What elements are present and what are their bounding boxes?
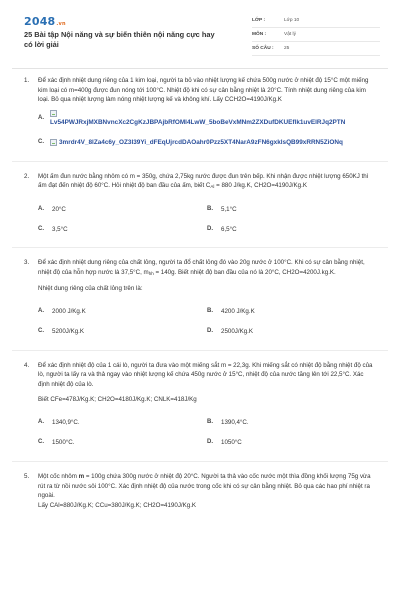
question-list (0, 76, 400, 510)
meta-row-class (252, 14, 380, 28)
broken-image-icon (50, 110, 57, 117)
question-separator (12, 247, 388, 248)
image-alt-text: Lv54PWJRxjMXBNvncXc2CgKzJBPAjbRfOMl4LwW_5boBeVxMNm2ZXDufDKUEflk1uvElRJq2PTN (50, 118, 346, 126)
page-header (0, 0, 400, 58)
meta-key: MÔN : (252, 31, 267, 37)
option-a[interactable]: A. 2000 J/Kg.K (38, 307, 86, 315)
question-constants: Lấy CAl=880J/Kg.K; CCu=380J/Kg.K; CH2O=4190J/Kg.K (38, 501, 197, 509)
header-divider (12, 68, 388, 69)
options (38, 199, 376, 239)
question-4 (0, 361, 400, 453)
question-1 (0, 76, 400, 153)
page-title: 25 Bài tập Nội năng và sự biến thiên nội năng cực hay có lời giải (24, 30, 215, 49)
meta-key: LỚP : (252, 17, 266, 23)
option-a[interactable] (38, 109, 400, 129)
exam-meta-table (252, 14, 380, 56)
option-letter: A. (38, 115, 44, 122)
question-text: Để xác định nhiệt dung riêng của chất lỏng, người ta đổ chất lỏng đó vào 20g nước ở 100°C. Khi có sự cân bằng nhiệt, nhiệt độ của hỗn hợp nước là 37,5°C, $m_{hh} = 140g$. Biết nhiệt độ ban đầu của nó là 20°C, CH2O=4200J.kg.K. (38, 259, 365, 277)
meta-value: 25 (284, 45, 290, 51)
question-5 (0, 472, 400, 510)
meta-value: Lớp 10 (284, 17, 300, 23)
option-a[interactable]: A. 20°C (38, 205, 66, 213)
question-number: 3. (24, 259, 30, 267)
meta-row-count (252, 42, 380, 56)
question-text: Một cốc nhôm m = 100g chứa 300g nước ở nhiệt độ 20°C. Người ta thả vào cốc nước một thìa đồng khối lượng 75g vừa rút ra từ nồi nước sôi 100°C. Xác định nhiệt độ của nước trong cốc khi có sự cân bằng nhiệt. Bỏ qua các hao phí nhiệt ra ngoài. (38, 473, 371, 500)
question-prompt: Nhiệt dung riêng của chất lỏng trên là: (38, 284, 143, 292)
meta-key: SỐ CÂU : (252, 45, 274, 51)
question-number: 2. (24, 172, 30, 180)
option-d[interactable]: D. 6,5°C (207, 225, 237, 233)
question-2 (0, 172, 400, 240)
meta-value: Vật lý (284, 31, 296, 37)
options (38, 413, 376, 453)
site-logo[interactable]: 2048.vn (24, 15, 66, 28)
option-b[interactable]: B. 1390,4°C. (207, 419, 249, 427)
meta-row-subject (252, 28, 380, 42)
option-c[interactable] (38, 133, 400, 153)
question-number: 5. (24, 473, 30, 481)
option-d[interactable]: D. 2500J/Kg.K (207, 327, 253, 335)
question-number: 1. (24, 77, 30, 84)
broken-image-icon (50, 139, 57, 146)
option-letter: C. (38, 139, 44, 146)
options (38, 302, 376, 342)
option-a[interactable]: A. 1340,9°C. (38, 419, 80, 427)
option-c[interactable]: C. 1500°C. (38, 439, 75, 447)
option-d[interactable]: D. 1050°C (207, 439, 242, 447)
option-c[interactable]: C. 5200J/Kg.K (38, 327, 84, 335)
question-text: Để xác định nhiệt độ của 1 cái lò, người ta đưa vào một miếng sắt m = 22,3g. Khi miếng sắt có nhiệt độ bằng nhiệt độ của lò, người ta lấy ra và thả ngay vào nhiệt lượng kế chứa 450g nước ở 15°C, nhiệt độ của nước tăng lên tới 22,5°C. Xác định nhiệt độ của lò. (38, 361, 373, 388)
question-text: Một ấm đun nước bằng nhôm có m = 350g, chứa 2,75kg nước được đun trên bếp. Khi nhận được nhiệt lượng 650KJ thì ấm đạt đến nhiệt độ 60°C. Hỏi nhiệt độ ban đầu của ấm, biết $C_{Al} = 880$ J/kg.K, CH2O=4190J/Kg.K (38, 172, 369, 190)
question-number: 4. (24, 361, 30, 369)
image-alt-text: 3mrdr4V_8lZa4c6y_OZ3I39Yi_dFEqUjrcdDAOahr0Pzz5XT4NarA9zFN6gxklsQB99xRRN5ZiONq (59, 138, 343, 146)
question-separator (12, 461, 388, 462)
question-3 (0, 258, 400, 341)
question-constants: Biết CFe=478J/Kg.K; CH2O=4180J/Kg.K; CNLK=418J/Kg (38, 396, 197, 404)
option-c[interactable]: C. 3,5°C (38, 225, 68, 233)
question-separator (12, 350, 388, 351)
option-b[interactable]: B. 5,1°C (207, 205, 237, 213)
question-text: Để xác định nhiệt dung riêng của 1 kim loại, người ta bỏ vào nhiệt lượng kế chứa 500g nước ở nhiệt độ 15°C một miếng kim loại có m=400g được đun nóng tới 100°C. Nhiệt độ khi có sự cân bằng nhiệt là 20°C. Tính nhiệt dung riêng của kim loại. Bỏ qua nhiệt lượng làm nóng nhiệt lượng kế và không khí. Lấy CCH2O=4190J/Kg.K (38, 77, 369, 104)
question-separator (12, 161, 388, 162)
option-b[interactable]: B. 4200 J/Kg.K (207, 307, 255, 315)
